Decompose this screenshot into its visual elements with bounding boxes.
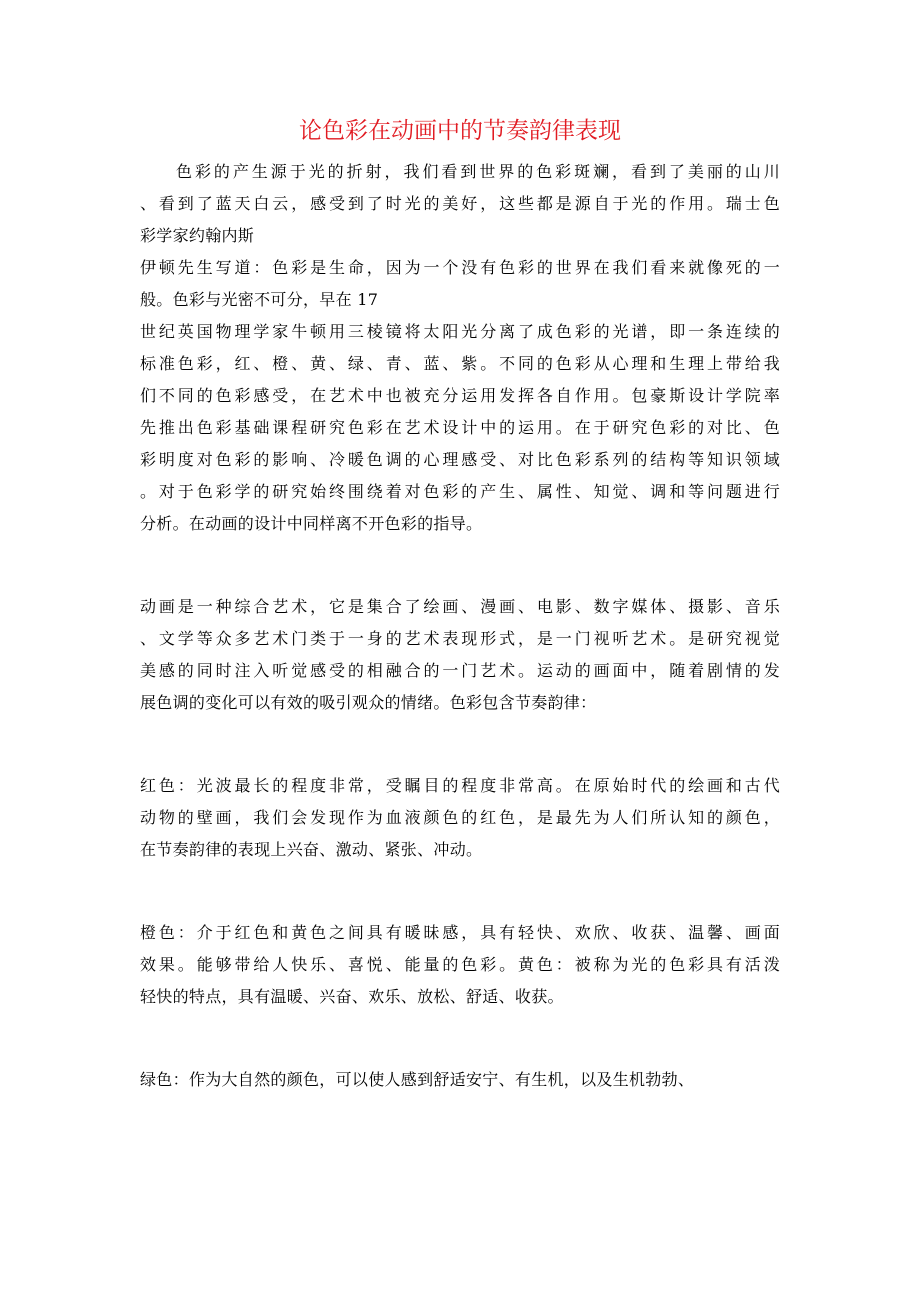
paragraph-spacer [140,540,780,591]
text-line: 绿色：作为大自然的颜色，可以使人感到舒适安宁、有生机，以及生机勃勃、 [140,1070,695,1089]
text-line: 般。色彩与光密不可分，早在 17 [140,290,379,309]
text-line: 展色调的变化可以有效的吸引观众的情绪。色彩包含节奏韵律： [140,693,597,712]
text-line: 彩学家约翰内斯 [140,226,255,245]
text-line: 效果。能够带给人快乐、喜悦、能量的色彩。黄色：被称为光的色彩具有活泼 [140,955,780,974]
text-line: 伊顿先生写道：色彩是生命，因为一个没有色彩的世界在我们看来就像死的一 [140,258,780,277]
text-line: 彩明度对色彩的影响、冷暖色调的心理感受、对比色彩系列的结构等知识领域 [140,450,780,469]
paragraph [140,252,780,316]
paragraph-spacer [140,866,780,917]
document-body [140,156,780,1096]
text-line: 在节奏韵律的表现上兴奋、激动、紧张、冲动。 [140,840,483,859]
text-line: 标准色彩，红、橙、黄、绿、青、蓝、紫。不同的色彩从心理和生理上带给我 [140,354,780,373]
text-line: 色彩的产生源于光的折射，我们看到世界的色彩斑斓，看到了美丽的山川 [176,162,780,181]
paragraph [140,316,780,540]
text-line: 先推出色彩基础课程研究色彩在艺术设计中的运用。在于研究色彩的对比、色 [140,418,780,437]
text-line: 美感的同时注入听觉感受的相融合的一门艺术。运动的画面中，随着剧情的发 [140,661,780,680]
text-line: 、看到了蓝天白云，感受到了时光的美好，这些都是源自于光的作用。瑞士色 [140,194,780,213]
text-line: 。对于色彩学的研究始终围绕着对色彩的产生、属性、知觉、调和等问题进行 [140,482,780,501]
paragraph [140,917,780,1013]
paragraph [140,1064,780,1096]
document-title: 论色彩在动画中的节奏韵律表现 [299,118,621,144]
paragraph-spacer [140,1013,780,1064]
text-line: 世纪英国物理学家牛顿用三棱镜将太阳光分离了成色彩的光谱，即一条连续的 [140,322,780,341]
paragraph [140,591,780,719]
text-line: 橙色：介于红色和黄色之间具有暖昧感，具有轻快、欢欣、收获、温馨、画面 [140,923,780,942]
text-line: 轻快的特点，具有温暖、兴奋、欢乐、放松、舒适、收获。 [140,987,564,1006]
text-line: 动画是一种综合艺术，它是集合了绘画、漫画、电影、数字媒体、摄影、音乐 [140,597,780,616]
paragraph [140,156,780,252]
paragraph [140,770,780,866]
paragraph-spacer [140,719,780,770]
text-line: 、文学等众多艺术门类于一身的艺术表现形式，是一门视听艺术。是研究视觉 [140,629,780,648]
text-line: 红色：光波最长的程度非常，受瞩目的程度非常高。在原始时代的绘画和古代 [140,776,780,795]
text-line: 动物的壁画，我们会发现作为血液颜色的红色，是最先为人们所认知的颜色， [140,808,780,827]
text-line: 们不同的色彩感受，在艺术中也被充分运用发挥各自作用。包豪斯设计学院率 [140,386,780,405]
text-line: 分析。在动画的设计中同样离不开色彩的指导。 [140,514,483,533]
